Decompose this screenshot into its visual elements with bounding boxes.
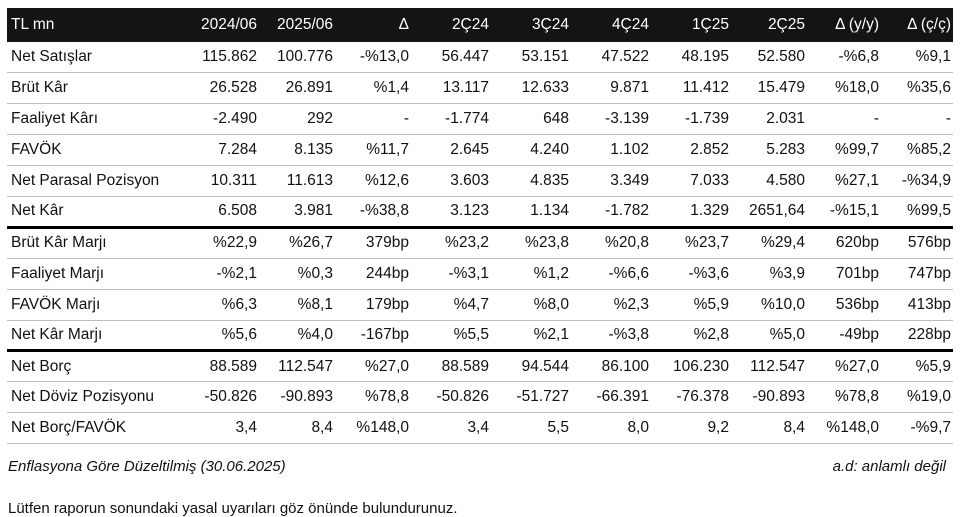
table-row (7, 42, 953, 73)
table-cell: 86.100 (571, 351, 651, 382)
table-row (7, 227, 953, 258)
row-label: Brüt Kâr Marjı (7, 227, 183, 258)
table-cell: 26.528 (183, 73, 259, 104)
table-cell: 56.447 (411, 42, 491, 73)
table-cell: %20,8 (571, 227, 651, 258)
table-cell: 115.862 (183, 42, 259, 73)
table-cell: 7.033 (651, 166, 731, 197)
table-cell: %148,0 (335, 413, 411, 444)
table-cell: %8,1 (259, 289, 335, 320)
table-cell: 648 (491, 104, 571, 135)
table-cell: %18,0 (807, 73, 881, 104)
table-cell: -1.782 (571, 196, 651, 227)
table-cell: -50.826 (411, 382, 491, 413)
table-row (7, 351, 953, 382)
table-cell: 4.580 (731, 166, 807, 197)
table-header (7, 8, 953, 42)
table-cell: 536bp (807, 289, 881, 320)
table-row (7, 320, 953, 351)
table-cell: -1.774 (411, 104, 491, 135)
table-cell: 94.544 (491, 351, 571, 382)
table-cell: 11.412 (651, 73, 731, 104)
table-cell: - (881, 104, 953, 135)
column-header: 3Ç24 (491, 8, 571, 42)
table-cell: %35,6 (881, 73, 953, 104)
table-cell: 2.645 (411, 135, 491, 166)
table-cell: %5,9 (651, 289, 731, 320)
table-cell: %1,4 (335, 73, 411, 104)
table-cell: %2,3 (571, 289, 651, 320)
table-cell: -%34,9 (881, 166, 953, 197)
row-label: Net Kâr (7, 196, 183, 227)
table-cell: -%3,6 (651, 258, 731, 289)
table-cell: 576bp (881, 227, 953, 258)
table-cell: -%3,8 (571, 320, 651, 351)
table-cell: 8.135 (259, 135, 335, 166)
table-cell: %22,9 (183, 227, 259, 258)
legal-disclaimer: Lütfen raporun sonundaki yasal uyarıları göz önünde bulundurunuz. (8, 500, 458, 517)
table-cell: %4,0 (259, 320, 335, 351)
table-cell: 112.547 (731, 351, 807, 382)
table-cell: 2.852 (651, 135, 731, 166)
table-cell: 12.633 (491, 73, 571, 104)
column-header: 4Ç24 (571, 8, 651, 42)
table-cell: 3.603 (411, 166, 491, 197)
row-label: Net Borç (7, 351, 183, 382)
row-label: Brüt Kâr (7, 73, 183, 104)
table-cell: 7.284 (183, 135, 259, 166)
table-cell: 413bp (881, 289, 953, 320)
header-label: TL mn (7, 8, 183, 42)
table-cell: -%15,1 (807, 196, 881, 227)
table-cell: %5,9 (881, 351, 953, 382)
table-cell: -167bp (335, 320, 411, 351)
table-cell: 379bp (335, 227, 411, 258)
table-cell: %5,5 (411, 320, 491, 351)
table-cell: 88.589 (183, 351, 259, 382)
row-label: Faaliyet Marjı (7, 258, 183, 289)
table-cell: 3,4 (183, 413, 259, 444)
table-cell: %99,5 (881, 196, 953, 227)
table-cell: %11,7 (335, 135, 411, 166)
row-label: Net Satışlar (7, 42, 183, 73)
footnotes (8, 458, 946, 478)
table-cell: 701bp (807, 258, 881, 289)
financials-table (7, 8, 953, 444)
table-cell: %2,8 (651, 320, 731, 351)
table-cell: %29,4 (731, 227, 807, 258)
table-cell: 112.547 (259, 351, 335, 382)
header-row (7, 8, 953, 42)
table-cell: 3,4 (411, 413, 491, 444)
table-cell: -2.490 (183, 104, 259, 135)
table-cell: 100.776 (259, 42, 335, 73)
table-cell: 6.508 (183, 196, 259, 227)
table-cell: -%6,6 (571, 258, 651, 289)
table-cell: %23,2 (411, 227, 491, 258)
table-cell: 13.117 (411, 73, 491, 104)
row-label: Faaliyet Kârı (7, 104, 183, 135)
table-cell: -%2,1 (183, 258, 259, 289)
table-row (7, 196, 953, 227)
row-label: FAVÖK (7, 135, 183, 166)
table-cell: 3.981 (259, 196, 335, 227)
table-cell: %23,7 (651, 227, 731, 258)
row-label: Net Döviz Pozisyonu (7, 382, 183, 413)
table-cell: %27,1 (807, 166, 881, 197)
table-cell: -51.727 (491, 382, 571, 413)
table-cell: %9,1 (881, 42, 953, 73)
column-header: 1Ç25 (651, 8, 731, 42)
inflation-adjusted-note: Enflasyona Göre Düzeltilmiş (30.06.2025) (8, 458, 286, 475)
table-cell: 11.613 (259, 166, 335, 197)
table-row (7, 258, 953, 289)
column-header: 2Ç24 (411, 8, 491, 42)
table-cell: 8,0 (571, 413, 651, 444)
table-cell: 228bp (881, 320, 953, 351)
table-cell: 2651,64 (731, 196, 807, 227)
table-cell: 620bp (807, 227, 881, 258)
table-cell: %23,8 (491, 227, 571, 258)
table-cell: %2,1 (491, 320, 571, 351)
row-label: Net Parasal Pozisyon (7, 166, 183, 197)
table-cell: %6,3 (183, 289, 259, 320)
table-cell: %4,7 (411, 289, 491, 320)
row-label: Net Kâr Marjı (7, 320, 183, 351)
table-cell: 53.151 (491, 42, 571, 73)
table-cell: 47.522 (571, 42, 651, 73)
table-row (7, 382, 953, 413)
table-cell: -%3,1 (411, 258, 491, 289)
table-cell: %1,2 (491, 258, 571, 289)
table-cell: -90.893 (731, 382, 807, 413)
not-meaningful-note: a.d: anlamlı değil (832, 458, 946, 475)
table-cell: -50.826 (183, 382, 259, 413)
row-label: FAVÖK Marjı (7, 289, 183, 320)
table-cell: 3.123 (411, 196, 491, 227)
table-cell: %78,8 (335, 382, 411, 413)
table-cell: 1.329 (651, 196, 731, 227)
table-row (7, 166, 953, 197)
table-cell: 4.835 (491, 166, 571, 197)
table-cell: 1.102 (571, 135, 651, 166)
table-cell: %26,7 (259, 227, 335, 258)
table-cell: -%6,8 (807, 42, 881, 73)
table-cell: -90.893 (259, 382, 335, 413)
table-cell: %27,0 (807, 351, 881, 382)
table-cell: -%38,8 (335, 196, 411, 227)
table-cell: -%13,0 (335, 42, 411, 73)
table-cell: %12,6 (335, 166, 411, 197)
table-cell: 9.871 (571, 73, 651, 104)
column-header: Δ (y/y) (807, 8, 881, 42)
table-cell: %99,7 (807, 135, 881, 166)
table-cell: 88.589 (411, 351, 491, 382)
table-cell: 244bp (335, 258, 411, 289)
table-cell: %78,8 (807, 382, 881, 413)
table-cell: 5,5 (491, 413, 571, 444)
row-label: Net Borç/FAVÖK (7, 413, 183, 444)
column-header: 2024/06 (183, 8, 259, 42)
table-cell: 4.240 (491, 135, 571, 166)
table-row (7, 73, 953, 104)
table-cell: 10.311 (183, 166, 259, 197)
table-cell: 106.230 (651, 351, 731, 382)
table-cell: %19,0 (881, 382, 953, 413)
table-cell: %85,2 (881, 135, 953, 166)
table-cell: 52.580 (731, 42, 807, 73)
table-cell: %5,6 (183, 320, 259, 351)
table-row (7, 104, 953, 135)
table-cell: 8,4 (259, 413, 335, 444)
table-cell: 8,4 (731, 413, 807, 444)
table-cell: %27,0 (335, 351, 411, 382)
table-cell: 15.479 (731, 73, 807, 104)
table-cell: 179bp (335, 289, 411, 320)
table-body (7, 42, 953, 444)
table-cell: 747bp (881, 258, 953, 289)
column-header: Δ (335, 8, 411, 42)
column-header: 2025/06 (259, 8, 335, 42)
table-row (7, 413, 953, 444)
table-cell: 292 (259, 104, 335, 135)
table-cell: 26.891 (259, 73, 335, 104)
table-cell: -1.739 (651, 104, 731, 135)
table-cell: -49bp (807, 320, 881, 351)
table-row (7, 135, 953, 166)
table-cell: 48.195 (651, 42, 731, 73)
table-cell: -76.378 (651, 382, 731, 413)
table-cell: -66.391 (571, 382, 651, 413)
column-header: 2Ç25 (731, 8, 807, 42)
table-cell: 2.031 (731, 104, 807, 135)
table-cell: - (807, 104, 881, 135)
table-cell: -3.139 (571, 104, 651, 135)
table-cell: 9,2 (651, 413, 731, 444)
table-cell: %3,9 (731, 258, 807, 289)
table-row (7, 289, 953, 320)
column-header: Δ (ç/ç) (881, 8, 953, 42)
table-cell: 5.283 (731, 135, 807, 166)
table-cell: %10,0 (731, 289, 807, 320)
table-cell: 3.349 (571, 166, 651, 197)
table-cell: %0,3 (259, 258, 335, 289)
table-cell: -%9,7 (881, 413, 953, 444)
table-cell: %5,0 (731, 320, 807, 351)
table-cell: - (335, 104, 411, 135)
table-cell: %148,0 (807, 413, 881, 444)
table-cell: %8,0 (491, 289, 571, 320)
table-cell: 1.134 (491, 196, 571, 227)
